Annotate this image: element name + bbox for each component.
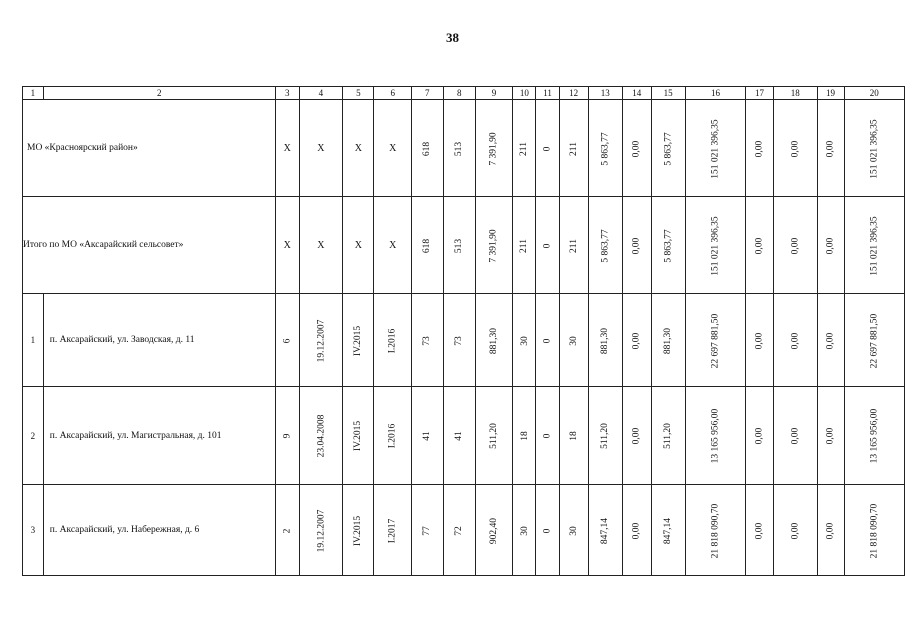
column-header: 11 bbox=[536, 87, 559, 100]
table-cell bbox=[651, 197, 685, 294]
table-cell bbox=[275, 387, 299, 485]
cell-value: 30 bbox=[568, 335, 579, 346]
cell-value: 211 bbox=[519, 238, 530, 253]
table-cell bbox=[343, 197, 374, 294]
cell-value: 19.12.2007 bbox=[315, 509, 326, 552]
column-header: 14 bbox=[622, 87, 651, 100]
column-header: 12 bbox=[559, 87, 588, 100]
table-cell bbox=[622, 485, 651, 576]
table-cell bbox=[746, 387, 774, 485]
table-cell bbox=[685, 485, 745, 576]
cell-value: 22 697 881,50 bbox=[710, 313, 721, 368]
cell-value: 5 863,77 bbox=[600, 131, 611, 166]
table-cell bbox=[622, 197, 651, 294]
cell-value: I.2016 bbox=[387, 423, 398, 449]
cell-value: 618 bbox=[422, 141, 433, 156]
cell-value: 2 bbox=[282, 528, 293, 533]
summary-row bbox=[23, 100, 905, 197]
table-cell bbox=[443, 100, 475, 197]
row-label: МО «Красноярский район» bbox=[23, 100, 276, 197]
cell-value: IV.2015 bbox=[353, 325, 364, 356]
cell-value: I.2017 bbox=[387, 518, 398, 543]
cell-value: 13 165 956,00 bbox=[869, 408, 880, 464]
table-cell bbox=[588, 100, 622, 197]
table-cell bbox=[651, 100, 685, 197]
table-cell bbox=[475, 197, 512, 294]
table-cell bbox=[536, 100, 559, 197]
table-cell bbox=[559, 197, 588, 294]
cell-value: 73 bbox=[422, 335, 433, 346]
cell-value: 0,00 bbox=[754, 522, 765, 539]
table-cell bbox=[746, 197, 774, 294]
cell-value: 5 863,77 bbox=[663, 228, 674, 263]
cell-value: 0,00 bbox=[825, 237, 836, 254]
column-header: 1 bbox=[23, 87, 44, 100]
cell-value: 9 bbox=[282, 433, 293, 439]
table-cell bbox=[513, 294, 536, 387]
table-cell bbox=[374, 485, 411, 576]
table-cell bbox=[817, 485, 844, 576]
column-header: 5 bbox=[343, 87, 374, 100]
cell-value: 881,30 bbox=[600, 327, 611, 354]
table-cell bbox=[844, 100, 904, 197]
cell-value: 0 bbox=[542, 146, 553, 151]
column-header: 15 bbox=[651, 87, 685, 100]
cell-value: IV.2015 bbox=[353, 420, 364, 452]
table-cell bbox=[536, 485, 559, 576]
cell-value: Х bbox=[283, 239, 291, 251]
table-cell bbox=[651, 294, 685, 387]
cell-value: 21 818 090,70 bbox=[710, 503, 721, 558]
column-header: 20 bbox=[844, 87, 904, 100]
cell-value: Х bbox=[283, 142, 291, 154]
cell-value: 6 bbox=[282, 338, 293, 343]
summary-row bbox=[23, 197, 905, 294]
cell-value: 847,14 bbox=[663, 517, 674, 544]
table-cell bbox=[275, 197, 299, 294]
cell-value: 151 021 396,35 bbox=[710, 215, 721, 276]
cell-value: 21 818 090,70 bbox=[869, 503, 880, 558]
cell-value: Х bbox=[317, 239, 325, 251]
table-cell bbox=[817, 197, 844, 294]
cell-value: 13 165 956,00 bbox=[710, 408, 721, 464]
cell-value: 0,00 bbox=[825, 140, 836, 157]
table-row bbox=[23, 387, 905, 485]
table-cell bbox=[844, 387, 904, 485]
cell-value: 0,00 bbox=[754, 332, 765, 349]
table-cell bbox=[685, 294, 745, 387]
row-number: 3 bbox=[23, 485, 44, 576]
address-cell: п. Аксарайский, ул. Заводская, д. 11 bbox=[43, 294, 275, 387]
cell-value: Х bbox=[354, 239, 362, 251]
table-cell bbox=[773, 387, 817, 485]
cell-value: 77 bbox=[422, 525, 433, 536]
table-cell bbox=[685, 387, 745, 485]
cell-value: 511,20 bbox=[489, 423, 500, 449]
table-cell bbox=[374, 294, 411, 387]
cell-value: Х bbox=[354, 142, 362, 154]
cell-value: 0 bbox=[542, 433, 553, 439]
table-cell bbox=[651, 485, 685, 576]
table-row bbox=[23, 485, 905, 576]
cell-value: 881,30 bbox=[489, 327, 500, 354]
table-cell bbox=[773, 197, 817, 294]
table-cell bbox=[588, 294, 622, 387]
cell-value: Х bbox=[317, 142, 325, 154]
cell-value: 0,00 bbox=[825, 332, 836, 349]
cell-value: 0,00 bbox=[790, 140, 801, 157]
table-cell bbox=[622, 100, 651, 197]
cell-value: 0,00 bbox=[790, 237, 801, 254]
cell-value: 0,00 bbox=[631, 140, 642, 157]
table-cell bbox=[475, 100, 512, 197]
cell-value: 0,00 bbox=[754, 427, 765, 445]
table-cell bbox=[275, 100, 299, 197]
cell-value: 847,14 bbox=[600, 517, 611, 544]
cell-value: 22 697 881,50 bbox=[869, 313, 880, 368]
column-header: 3 bbox=[275, 87, 299, 100]
cell-value: 513 bbox=[454, 238, 465, 253]
column-header: 8 bbox=[443, 87, 475, 100]
column-header: 2 bbox=[43, 87, 275, 100]
table-cell bbox=[513, 100, 536, 197]
table-cell bbox=[411, 485, 443, 576]
table-cell bbox=[475, 294, 512, 387]
table-cell bbox=[513, 387, 536, 485]
cell-value: 0,00 bbox=[631, 237, 642, 254]
table-cell bbox=[559, 294, 588, 387]
cell-value: IV.2015 bbox=[353, 515, 364, 546]
table-cell bbox=[443, 197, 475, 294]
table-cell bbox=[475, 387, 512, 485]
cell-value: I.2016 bbox=[387, 328, 398, 353]
column-header: 6 bbox=[374, 87, 411, 100]
row-label: Итого по МО «Аксарайский сельсовет» bbox=[23, 197, 276, 294]
table-cell bbox=[513, 485, 536, 576]
cell-value: 30 bbox=[519, 335, 530, 346]
address-cell: п. Аксарайский, ул. Магистральная, д. 101 bbox=[43, 387, 275, 485]
column-header: 9 bbox=[475, 87, 512, 100]
cell-value: 902,40 bbox=[489, 517, 500, 544]
table-cell bbox=[299, 485, 343, 576]
cell-value: 0,00 bbox=[631, 332, 642, 349]
table-cell bbox=[536, 387, 559, 485]
table-cell bbox=[411, 387, 443, 485]
address-cell: п. Аксарайский, ул. Набережная, д. 6 bbox=[43, 485, 275, 576]
cell-value: Х bbox=[389, 142, 397, 154]
cell-value: Х bbox=[389, 239, 397, 251]
cell-value: 18 bbox=[568, 431, 579, 441]
cell-value: 72 bbox=[454, 525, 465, 536]
header-row bbox=[23, 87, 905, 100]
table-cell bbox=[559, 387, 588, 485]
table-cell bbox=[622, 387, 651, 485]
table-cell bbox=[844, 197, 904, 294]
cell-value: 0,00 bbox=[631, 522, 642, 539]
table-cell bbox=[299, 100, 343, 197]
cell-value: 19.12.2007 bbox=[315, 319, 326, 362]
cell-value: 0,00 bbox=[790, 427, 801, 445]
table-cell bbox=[844, 485, 904, 576]
table-cell bbox=[411, 197, 443, 294]
cell-value: 73 bbox=[454, 335, 465, 346]
table-cell bbox=[536, 294, 559, 387]
cell-value: 0,00 bbox=[825, 427, 836, 445]
table-cell bbox=[685, 100, 745, 197]
cell-value: 211 bbox=[568, 238, 579, 253]
column-header: 7 bbox=[411, 87, 443, 100]
table-cell bbox=[374, 100, 411, 197]
cell-value: 151 021 396,35 bbox=[710, 118, 721, 179]
table-row bbox=[23, 294, 905, 387]
table-cell bbox=[817, 100, 844, 197]
cell-value: 0,00 bbox=[790, 332, 801, 349]
table-cell bbox=[275, 294, 299, 387]
table-cell bbox=[475, 485, 512, 576]
table-cell bbox=[343, 387, 374, 485]
column-header: 16 bbox=[685, 87, 745, 100]
table-cell bbox=[513, 197, 536, 294]
column-header: 19 bbox=[817, 87, 844, 100]
cell-value: 30 bbox=[568, 525, 579, 536]
cell-value: 7 391,90 bbox=[489, 131, 500, 166]
table-cell bbox=[588, 197, 622, 294]
data-table bbox=[22, 86, 905, 576]
cell-value: 881,30 bbox=[663, 327, 674, 354]
cell-value: 0,00 bbox=[631, 427, 642, 445]
column-header: 10 bbox=[513, 87, 536, 100]
cell-value: 211 bbox=[519, 141, 530, 156]
column-header: 4 bbox=[299, 87, 343, 100]
table-cell bbox=[773, 485, 817, 576]
table-cell bbox=[343, 485, 374, 576]
cell-value: 5 863,77 bbox=[663, 131, 674, 166]
cell-value: 0 bbox=[542, 338, 553, 343]
row-number: 2 bbox=[23, 387, 44, 485]
table-cell bbox=[817, 387, 844, 485]
cell-value: 30 bbox=[519, 525, 530, 536]
table-cell bbox=[443, 485, 475, 576]
table-cell bbox=[343, 100, 374, 197]
row-number: 1 bbox=[23, 294, 44, 387]
table-cell bbox=[275, 485, 299, 576]
cell-value: 0,00 bbox=[754, 237, 765, 254]
cell-value: 511,20 bbox=[600, 423, 611, 449]
table-cell bbox=[411, 294, 443, 387]
cell-value: 5 863,77 bbox=[600, 228, 611, 263]
table-cell bbox=[651, 387, 685, 485]
cell-value: 0 bbox=[542, 243, 553, 248]
table-cell bbox=[588, 387, 622, 485]
cell-value: 7 391,90 bbox=[489, 228, 500, 263]
table-cell bbox=[411, 100, 443, 197]
table-cell bbox=[746, 485, 774, 576]
column-header: 17 bbox=[746, 87, 774, 100]
column-header: 13 bbox=[588, 87, 622, 100]
table-cell bbox=[443, 387, 475, 485]
table-cell bbox=[588, 485, 622, 576]
cell-value: 151 021 396,35 bbox=[869, 215, 880, 276]
table-cell bbox=[343, 294, 374, 387]
cell-value: 0,00 bbox=[754, 140, 765, 157]
cell-value: 151 021 396,35 bbox=[869, 118, 880, 179]
cell-value: 511,20 bbox=[663, 423, 674, 449]
table-cell bbox=[299, 197, 343, 294]
table-cell bbox=[559, 100, 588, 197]
cell-value: 23.04.2008 bbox=[315, 414, 326, 458]
table-cell bbox=[299, 294, 343, 387]
table-cell bbox=[443, 294, 475, 387]
page-number: 38 bbox=[446, 30, 459, 45]
table-cell bbox=[773, 100, 817, 197]
column-header: 18 bbox=[773, 87, 817, 100]
cell-value: 41 bbox=[454, 431, 465, 441]
table-cell bbox=[746, 294, 774, 387]
table-cell bbox=[374, 387, 411, 485]
table-cell bbox=[559, 485, 588, 576]
cell-value: 211 bbox=[568, 141, 579, 156]
table-cell bbox=[746, 100, 774, 197]
table-cell bbox=[536, 197, 559, 294]
cell-value: 0,00 bbox=[790, 522, 801, 539]
table-cell bbox=[374, 197, 411, 294]
cell-value: 0,00 bbox=[825, 522, 836, 539]
table-cell bbox=[299, 387, 343, 485]
cell-value: 18 bbox=[519, 431, 530, 441]
table-cell bbox=[773, 294, 817, 387]
table-cell bbox=[817, 294, 844, 387]
table-cell bbox=[622, 294, 651, 387]
cell-value: 0 bbox=[542, 528, 553, 533]
table-cell bbox=[685, 197, 745, 294]
cell-value: 513 bbox=[454, 141, 465, 156]
cell-value: 618 bbox=[422, 238, 433, 253]
cell-value: 41 bbox=[422, 431, 433, 441]
table-cell bbox=[844, 294, 904, 387]
